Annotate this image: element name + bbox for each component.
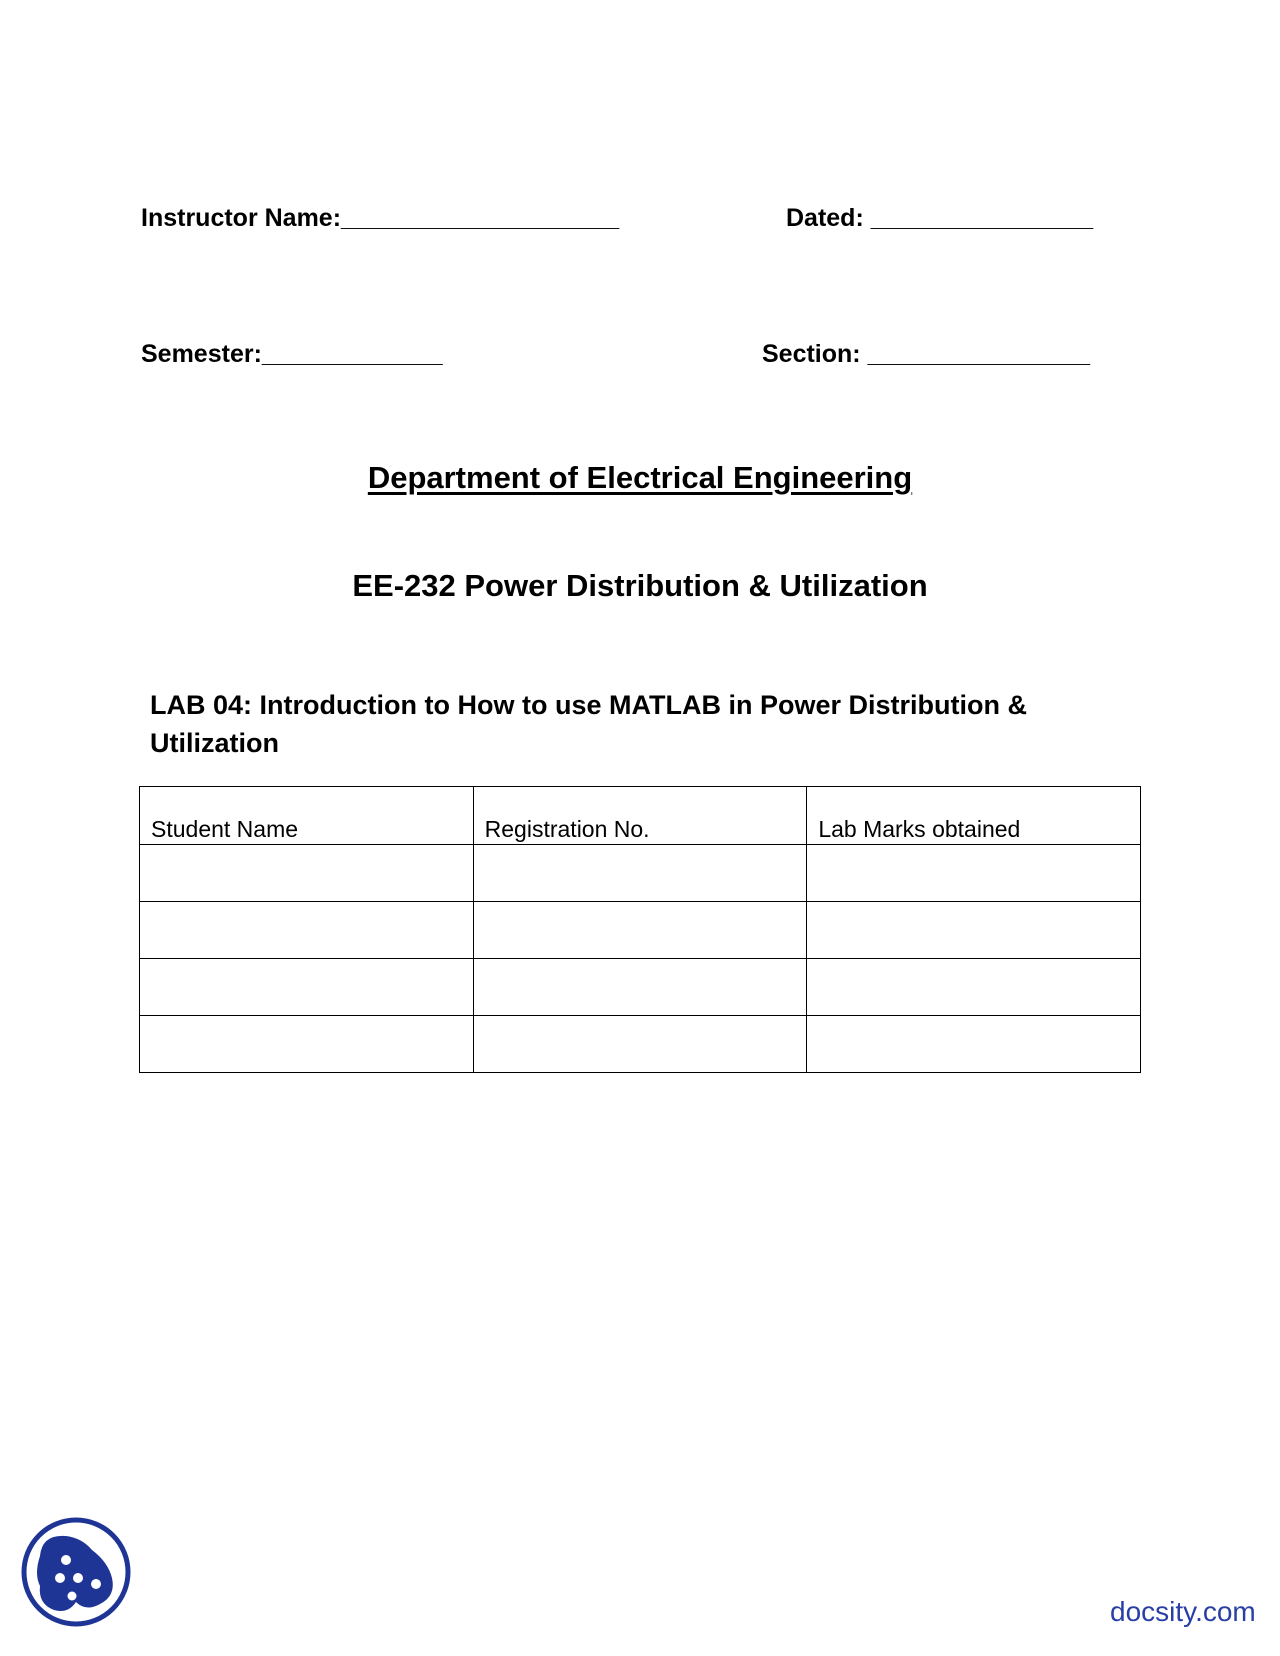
dated-field (786, 204, 1093, 233)
cell-registration-no (473, 959, 807, 1016)
instructor-name-field (141, 204, 619, 233)
cell-registration-no (473, 845, 807, 902)
section-blank: ________________ (867, 340, 1091, 368)
section-field (762, 340, 1090, 369)
cell-lab-marks (807, 845, 1141, 902)
dated-blank: ________________ (870, 204, 1094, 232)
table-header-row (140, 787, 1141, 845)
department-heading: Department of Electrical Engineering (367, 460, 913, 495)
table-row (140, 959, 1141, 1016)
cell-student-name (140, 902, 474, 959)
header-student-name: Student Name (140, 787, 474, 845)
cell-registration-no (473, 902, 807, 959)
course-title: EE-232 Power Distribution & Utilization (352, 568, 928, 603)
dated-label: Dated: (786, 204, 864, 232)
table-row (140, 1016, 1141, 1073)
lab-title: LAB 04: Introduction to How to use MATLAB in Power Distribution & Utilization (150, 690, 1027, 758)
cell-student-name (140, 959, 474, 1016)
cell-registration-no (473, 1016, 807, 1073)
cell-student-name (140, 845, 474, 902)
cell-lab-marks (807, 902, 1141, 959)
docsity-logo-icon (20, 1516, 132, 1628)
semester-blank: _____________ (261, 340, 443, 368)
section-label: Section: (762, 340, 861, 368)
cell-lab-marks (807, 959, 1141, 1016)
student-table (139, 786, 1141, 1073)
header-lab-marks: Lab Marks obtained (807, 787, 1141, 845)
semester-field (141, 340, 443, 369)
table-row (140, 902, 1141, 959)
header-registration-no: Registration No. (473, 787, 807, 845)
brand-link[interactable]: docsity.com (1110, 1596, 1256, 1627)
instructor-name-label: Instructor Name: (141, 204, 342, 232)
semester-label: Semester: (141, 340, 262, 368)
table-row (140, 845, 1141, 902)
cell-student-name (140, 1016, 474, 1073)
instructor-name-blank: ____________________ (341, 204, 620, 232)
cell-lab-marks (807, 1016, 1141, 1073)
